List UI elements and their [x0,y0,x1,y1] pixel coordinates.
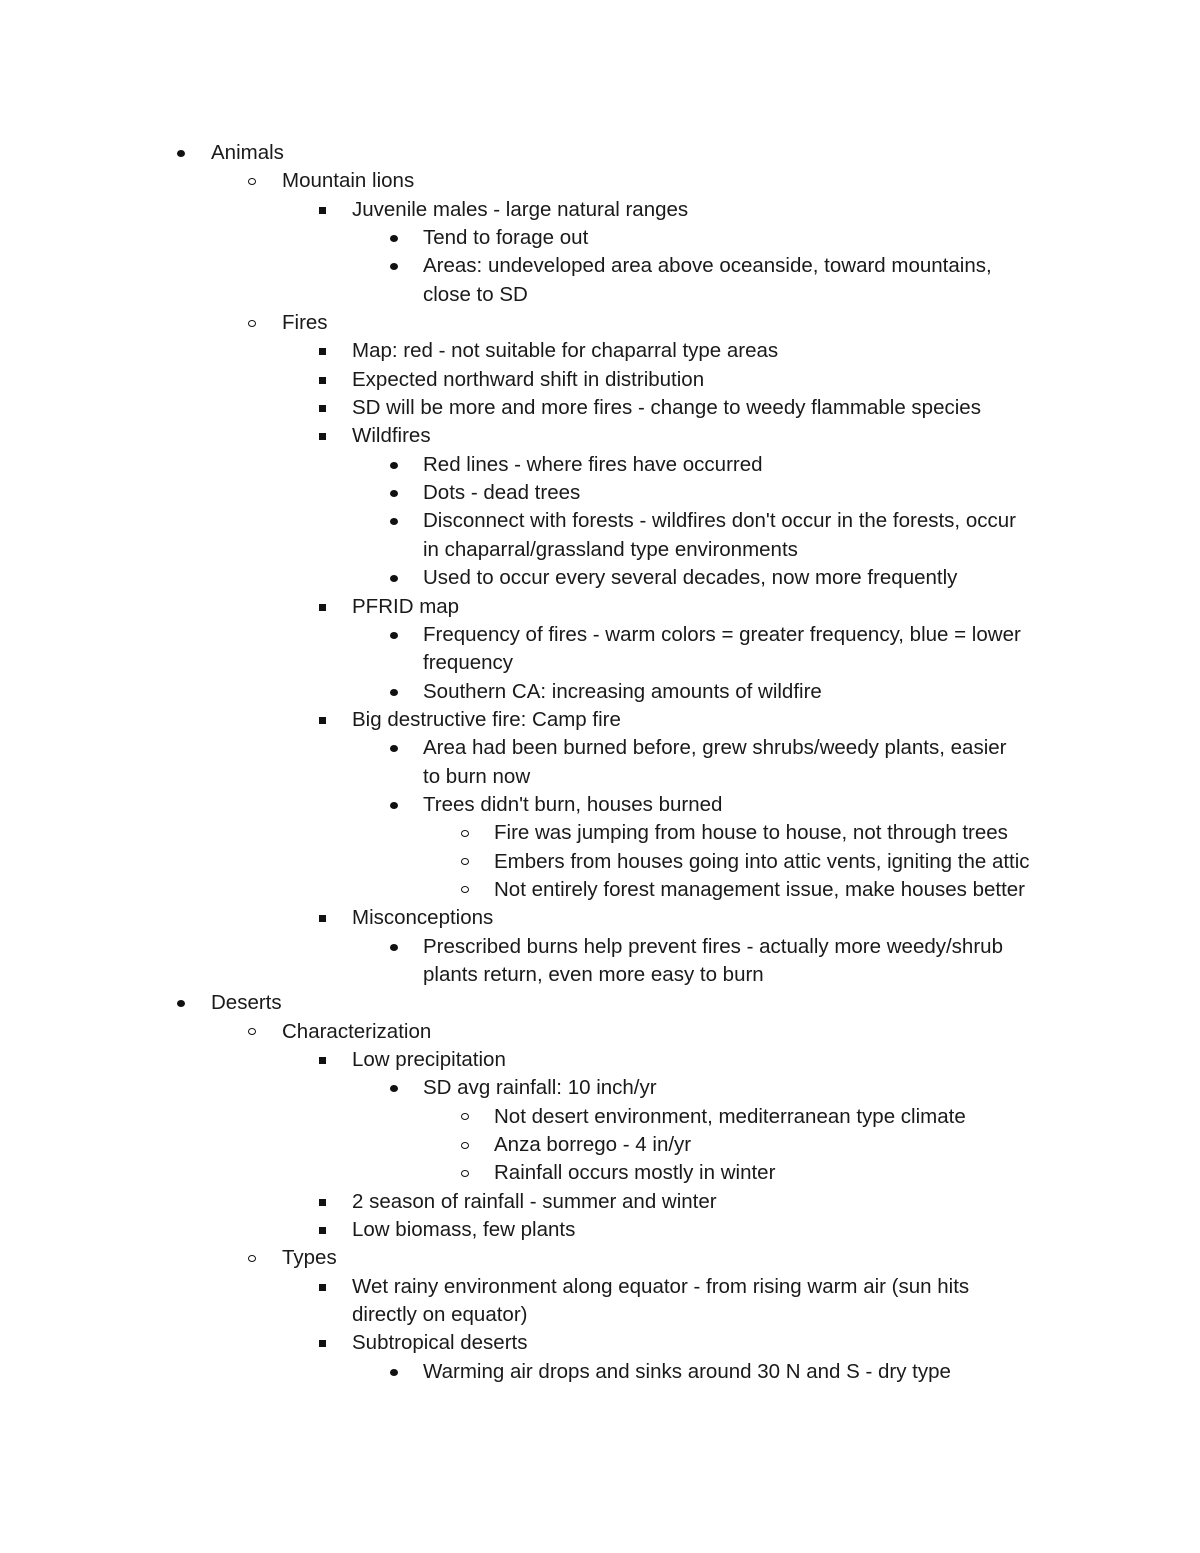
square-bullet-icon [319,1284,326,1291]
outline-text: Juvenile males - large natural ranges [352,197,689,221]
outline-text: Not entirely forest management issue, make houses better [494,877,1025,901]
outline-line [0,1358,1200,1386]
outline-line [0,224,1200,252]
outline-text: Used to occur every several decades, now more frequently [423,566,958,590]
outline-line [0,649,1200,677]
outline-text: Areas: undeveloped area above oceanside, toward mountains, [423,254,992,278]
outline-text: Area had been burned before, grew shrubs/weedy plants, easier [423,736,1007,760]
outline-line [0,479,1200,507]
disc-bullet-icon [390,1085,398,1092]
outline-line [0,819,1200,847]
square-bullet-icon [319,604,326,611]
outline-text: Subtropical deserts [352,1331,528,1355]
outline-text: Expected northward shift in distribution [352,367,705,391]
outline-text: Frequency of fires - warm colors = greater frequency, blue = lower [423,622,1021,646]
square-bullet-icon [319,1340,326,1347]
outline-text: Anza borrego - 4 in/yr [494,1133,692,1157]
square-bullet-icon [319,915,326,922]
outline-text: Deserts [211,991,282,1015]
disc-bullet-icon [390,689,398,696]
outline-line [0,621,1200,649]
outline-line [0,337,1200,365]
outline-line [0,706,1200,734]
square-bullet-icon [319,348,326,355]
square-bullet-icon [319,405,326,412]
outline-line [0,763,1200,791]
square-bullet-icon [319,377,326,384]
outline-text: Warming air drops and sinks around 30 N and S - dry type [423,1359,951,1383]
circle-bullet-icon [461,1142,469,1149]
disc-bullet-icon [390,235,398,242]
outline-text: Tend to forage out [423,226,589,250]
disc-bullet-icon [390,462,398,469]
outline-line [0,1103,1200,1131]
outline-text: Low biomass, few plants [352,1218,576,1242]
outline-line [0,536,1200,564]
disc-bullet-icon [390,802,398,809]
outline-line [0,1159,1200,1187]
disc-bullet-icon [390,575,398,582]
disc-bullet-icon [177,1000,185,1007]
square-bullet-icon [319,1227,326,1234]
circle-bullet-icon [461,1113,469,1120]
circle-bullet-icon [461,886,469,893]
circle-bullet-icon [248,178,256,185]
outline-text: Types [282,1246,337,1270]
outline-line [0,1273,1200,1301]
disc-bullet-icon [390,263,398,270]
outline-text: Rainfall occurs mostly in winter [494,1161,776,1185]
outline-line [0,1188,1200,1216]
outline-text: Wildfires [352,424,431,448]
outline-text: close to SD [423,282,528,306]
outline-text: Disconnect with forests - wildfires don't occur in the forests, occur [423,509,1016,533]
outline-line [0,394,1200,422]
circle-bullet-icon [248,1255,256,1262]
outline-text: Fire was jumping from house to house, not through trees [494,821,1008,845]
outline-text: Prescribed burns help prevent fires - actually more weedy/shrub [423,934,1003,958]
square-bullet-icon [319,433,326,440]
square-bullet-icon [319,717,326,724]
outline-line [0,422,1200,450]
outline-line [0,366,1200,394]
outline-line [0,848,1200,876]
square-bullet-icon [319,1199,326,1206]
outline-line [0,961,1200,989]
outline-line [0,309,1200,337]
square-bullet-icon [319,207,326,214]
outline-text: PFRID map [352,594,460,618]
outline-line [0,1018,1200,1046]
outline-line [0,791,1200,819]
outline-text: Characterization [282,1019,432,1043]
outline-line [0,451,1200,479]
outline-line [0,1074,1200,1102]
outline-text: Fires [282,311,328,335]
disc-bullet-icon [390,518,398,525]
disc-bullet-icon [177,150,185,157]
outline-line [0,933,1200,961]
outline-line [0,281,1200,309]
outline-line [0,1131,1200,1159]
outline-text: Mountain lions [282,169,415,193]
circle-bullet-icon [248,320,256,327]
outline-line [0,876,1200,904]
outline-line [0,904,1200,932]
outline-line [0,1244,1200,1272]
outline-text: Animals [211,141,284,164]
outline-text: Red lines - where fires have occurred [423,452,763,476]
outline-line [0,564,1200,592]
circle-bullet-icon [461,830,469,837]
outline-line [0,167,1200,195]
outline-line [0,989,1200,1017]
outline-line [0,507,1200,535]
outline-text: Low precipitation [352,1048,506,1071]
disc-bullet-icon [390,944,398,951]
outline-text: directly on equator) [352,1303,528,1327]
outline-text: Embers from houses going into attic vents, igniting the attic [494,849,1030,873]
disc-bullet-icon [390,632,398,639]
outline-text: Dots - dead trees [423,481,581,505]
disc-bullet-icon [390,1369,398,1376]
circle-bullet-icon [461,858,469,865]
outline-line [0,593,1200,621]
outline-line [0,1216,1200,1244]
outline-text: Misconceptions [352,906,494,930]
document-body [0,139,1200,1386]
outline-line [0,252,1200,280]
circle-bullet-icon [248,1028,256,1035]
outline-text: Southern CA: increasing amounts of wildfire [423,679,822,703]
outline-line [0,734,1200,762]
outline-line [0,139,1200,167]
outline-text: Big destructive fire: Camp fire [352,707,621,731]
outline-text: 2 season of rainfall - summer and winter [352,1189,717,1213]
square-bullet-icon [319,1057,326,1064]
outline-line [0,1046,1200,1074]
outline-text: frequency [423,651,514,675]
outline-text: Trees didn't burn, houses burned [423,792,723,816]
disc-bullet-icon [390,490,398,497]
outline-text: Not desert environment, mediterranean type climate [494,1104,966,1128]
outline-line [0,678,1200,706]
outline-text: Wet rainy environment along equator - from rising warm air (sun hits [352,1274,970,1298]
outline-line [0,1301,1200,1329]
outline-text: SD avg rainfall: 10 inch/yr [423,1076,657,1100]
outline-text: Map: red - not suitable for chaparral type areas [352,339,779,363]
outline-text: SD will be more and more fires - change to weedy flammable species [352,396,981,420]
disc-bullet-icon [390,745,398,752]
outline-text: plants return, even more easy to burn [423,962,764,986]
outline-line [0,196,1200,224]
outline-text: in chaparral/grassland type environments [423,537,798,561]
outline-line [0,1329,1200,1357]
circle-bullet-icon [461,1170,469,1177]
outline-text: to burn now [423,764,531,788]
